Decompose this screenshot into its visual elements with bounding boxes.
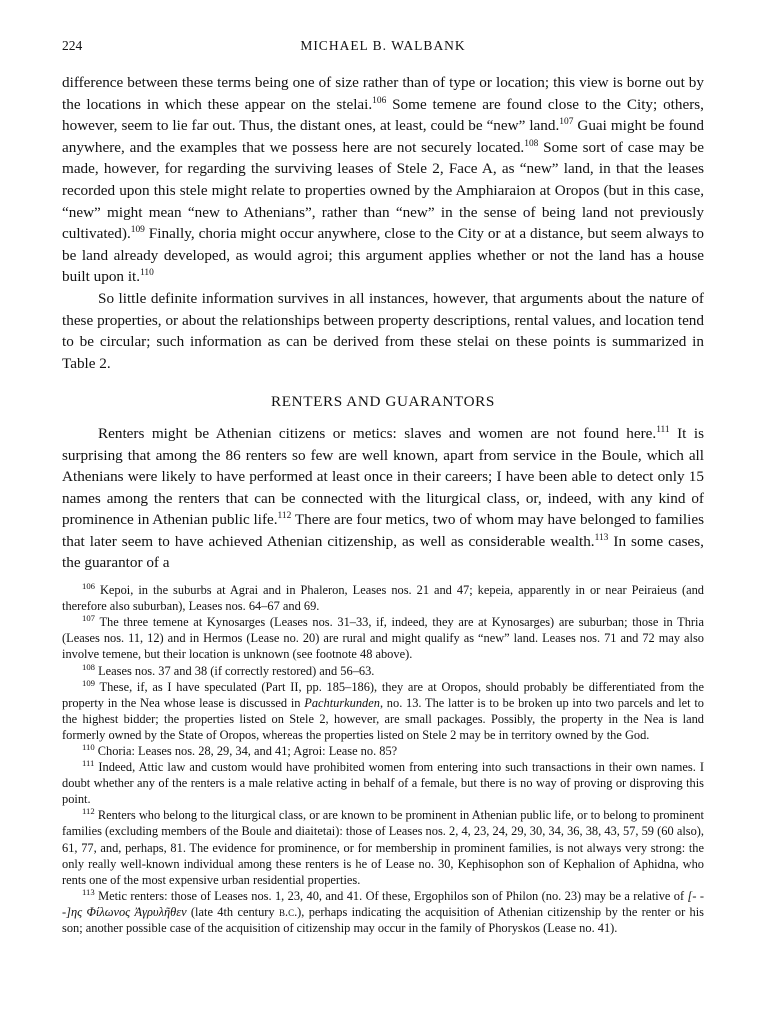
footnote-ref: 109 (130, 225, 145, 236)
book-title: Pachturkunden (304, 695, 380, 710)
footnote-111: $^{111}$ Indeed, Attic law and custom would have prohibited women from entering into such transactions in their own names. I doubt whether any of the renters is a male relative acting in behalf of a female, but there is no way of proving or disproving this point. (62, 757, 704, 807)
body-text (62, 72, 704, 574)
footnote-112: $^{112}$ Renters who belong to the liturgical class, or are known to be prominent in Athenian public life, or to belong to prominent families (excluding members of the Boule and diaitetai): those of Leases nos. 2, 4, 23, 24, 29, 30, 34, 36, 38, 43, 57, 59 (60 also), 61, 77, and, perhaps, 81. The evidence for prominence, or for membership in prominent families, is not always very strong: the only really well-known individual among these renters is he of Lease no. 30, Kephisophon son of Kephalion of Aphidna, who rents one of the most expensive urban residential properties. (62, 806, 704, 887)
footnotes (62, 582, 704, 936)
footnote-ref: 113 (594, 532, 609, 543)
footnote-ref: 108 (524, 138, 539, 149)
footnote-106: $^{106}$ Kepoi, in the suburbs at Agrai and in Phaleron, Leases nos. 21 and 47; kepeia, apparently in or near Peiraieus (and therefore also suburban), Leases nos. 64–67 and 69. (62, 580, 704, 614)
footnote-ref: 106 (372, 95, 387, 106)
footnote-108: $^{108}$ Leases nos. 37 and 38 (if correctly restored) and 56–63. (82, 661, 375, 678)
footnote-ref: 112 (277, 511, 292, 522)
footnote-113: $^{113}$ Metic renters: those of Leases nos. 1, 23, 40, and 41. Of these, Ergophilos son of Philon (no. 23) may be a relative of [- - -]ης Φίλωνος Ἀγρυλῆθεν (late 4th century b.c.), perhaps indicating the acquisition of Athenian citizenship by the renter or his son; another possible case of the acquisition of citizenship may occur in the family of Phoryskos (Lease no. 41). (62, 886, 705, 936)
footnote-110: $^{110}$ Choria: Leases nos. 28, 29, 34, and 41; Agroi: Lease no. 85? (82, 741, 398, 758)
era-label: b.c. (278, 904, 298, 919)
footnote-ref: 107 (559, 117, 574, 128)
page-number: 224 (62, 38, 83, 53)
paragraph: So little definite information survives in all instances, however, that arguments about the nature of these properties, or about the relationships between property descriptions, rental values, and location tend to be circular; such information as can be derived from these stelai on these points is summarized in Table 2. (62, 289, 704, 372)
footnote-ref: 111 (656, 424, 670, 435)
footnote-107: $^{107}$ The three temene at Kynosarges (Leases nos. 31–33, if, indeed, they are at Kynosarges) are suburban; those in Thria (Leases nos. 11, 12) and in Hermos (Lease no. 20) are rural and might qualify as “new” land. Leases nos. 71 and 72 may also involve temene, but their location is unknown (see footnote 48 above). (62, 613, 704, 662)
section-heading: RENTERS AND GUARANTORS (271, 393, 495, 411)
paragraph: Renters might be Athenian citizens or metics: slaves and women are not found here.$^{111}$ It is surprising that among the 86 renters so few are well known, apart from service in the Boule, which all Athenians were likely to have performed at least once in their careers; I have been able to detect only 15 names among the renters that can be connected with the liturgical class, or, indeed, with any kind of prominence in Athenian public life.$^{112}$ There are four metics, two of whom may have belonged to families that later seem to have achieved Athenian citizenship, as well as considerable wealth.$^{113}$ In some cases, the guarantor of a (62, 424, 704, 572)
footnote-ref: 110 (140, 268, 154, 279)
running-title: MICHAEL B. WALBANK (300, 38, 466, 53)
footnote-109: $^{109}$ These, if, as I have speculated (Part II, pp. 185–186), they are at Oropos, should probably be differentiated from the property in the Nea whose lease is discussed in Pachturkunden, no. 13. The latter is to be broken up into two parcels and let to the highest bidder; the properties listed on Stele 2, however, are small packages. Possibly, the property in the Nea is land formerly owned by the State of Oropos, whereas the properties listed on Stele 2 may be in territory owned by the God. (62, 677, 704, 742)
paragraph: difference between these terms being one of size rather than of type or location; this view is borne out by the locations in which these appear on the stelai.$^{106}$ Some temene are found close to the City; others, however, seem to lie far out. Thus, the distant ones, at least, could be “new” land.$^{107}$ Guai might be found anywhere, and the examples that we possess here are not securely located.$^{108}$ Some sort of case may be made, however, for regarding the surviving leases of Stele 2, Face A, as “new” land, in that the leases recorded upon this stele might relate to properties owned by the Amphiaraion at Oropos (but in this case, “new” might mean “new to Athenians”, rather than “new” in the sense of being land not previously cultivated).$^{109}$ Finally, choria might occur anywhere, close to the City or at a distance, but seem always to be land already developed, as would agroi; this argument applies whether or not the land has a house built upon it.$^{110}$ (62, 74, 705, 286)
running-head (62, 38, 704, 58)
greek-inscription: [- - -]ης Φίλωνος Ἀγρυλῆθεν (62, 888, 704, 919)
page (62, 38, 704, 936)
